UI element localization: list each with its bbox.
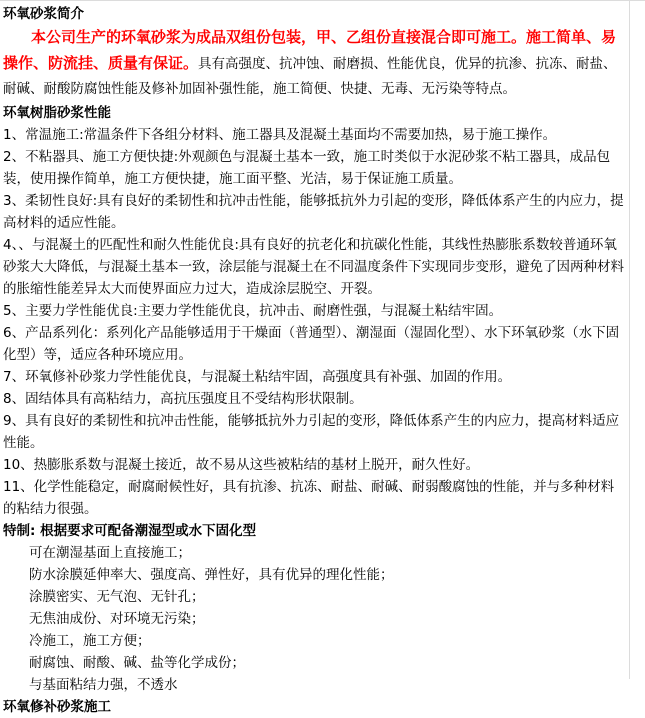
- performance-item-1: 1、常温施工:常温条件下各组分材料、施工器具及混凝土基面均不需要加热，易于施工操作。: [3, 127, 557, 143]
- performance-item-10: 10、热膨胀系数与混凝土接近，故不易从这些被粘结的基材上脱开，耐久性好。: [3, 457, 480, 473]
- performance-item-2: 2、不粘器具、施工方便快捷:外观颜色与混凝土基本一致，施工时类似于水泥砂浆不粘工器具，成品包装，使用操作简单，施工方便快捷，施工面平整、光洁，易于保证施工质量。: [3, 149, 611, 187]
- special-section-heading: 特制: 根据要求可配备潮湿型或水下固化型: [3, 523, 257, 539]
- special-item-4: 无焦油成份、对环境无污染；: [29, 611, 205, 627]
- performance-item-8: 8、固结体具有高粘结力，高抗压强度且不受结构形状限制。: [3, 391, 363, 407]
- performance-item-4: 4、、与混凝土的匹配性和耐久性能优良:具有良好的抗老化和抗碳化性能，其线性热膨胀系数较普通环氧砂浆大大降低，与混凝土基本一致，涂层能与混凝土在不同温度条件下实现同步变形，避免了因两种材料的胀缩性能差异太大而使界面应力过大，造成涂层脱空、开裂。: [3, 237, 624, 297]
- performance-item-11: 11、化学性能稳定，耐腐耐候性好，具有抗渗、抗冻、耐盐、耐碱、耐弱酸腐蚀的性能，并与多种材料的粘结力很强。: [3, 479, 615, 517]
- performance-item-7: 7、环氧修补砂浆力学性能优良，与混凝土粘结牢固，高强度具有补强、加固的作用。: [3, 369, 512, 385]
- page-title: 环氧砂浆简介: [3, 6, 84, 22]
- special-item-3: 涂膜密实、无气泡、无针孔；: [29, 589, 205, 605]
- special-item-5: 冷施工，施工方便；: [29, 633, 151, 649]
- intro-black-text: 具有高强度、抗冲蚀、耐磨损、性能优良，优异的抗渗、抗冻、耐盐、耐碱、耐酸防腐蚀性能及修补加固补强性能，施工简便、快捷、无毒、无污染等特点。: [3, 56, 617, 97]
- performance-section-heading: 环氧树脂砂浆性能: [3, 105, 111, 121]
- performance-item-9: 9、具有良好的柔韧性和抗冲击性能，能够抵抗外力引起的变形，降低体系产生的内应力，提高材料适应性能。: [3, 413, 620, 451]
- document-content: [3, 3, 625, 718]
- special-item-6: 耐腐蚀、耐酸、碱、盐等化学成份；: [29, 655, 245, 671]
- special-item-2: 防水涂膜延伸率大、强度高、弹性好，具有优异的理化性能；: [29, 567, 394, 583]
- page-top-border: [0, 0, 645, 1]
- clipped-next-section-heading: 环氧修补砂浆施工: [3, 699, 111, 715]
- performance-item-5: 5、主要力学性能优良:主要力学性能优良，抗冲击、耐磨性强，与混凝土粘结牢固。: [3, 303, 503, 319]
- performance-item-3: 3、柔韧性良好:具有良好的柔韧性和抗冲击性能，能够抵抗外力引起的变形，降低体系产生的内应力，提高材料的适应性能。: [3, 193, 624, 231]
- performance-item-6: 6、产品系列化：系列化产品能够适用于干燥面（普通型）、潮湿面（湿固化型）、水下环氧砂浆（水下固化型）等，适应各种环境应用。: [3, 325, 620, 363]
- intro-red-text: 本公司生产的环氧砂浆为成品双组份包装，甲、乙组份直接混合即可施工。施工简单、易操作、防流挂、质量有保证。: [3, 28, 617, 72]
- special-item-1: 可在潮湿基面上直接施工；: [29, 545, 191, 561]
- special-item-7: 与基面粘结力强，不透水: [29, 677, 178, 693]
- intro-paragraph: [3, 25, 625, 102]
- page-right-border: [629, 0, 630, 679]
